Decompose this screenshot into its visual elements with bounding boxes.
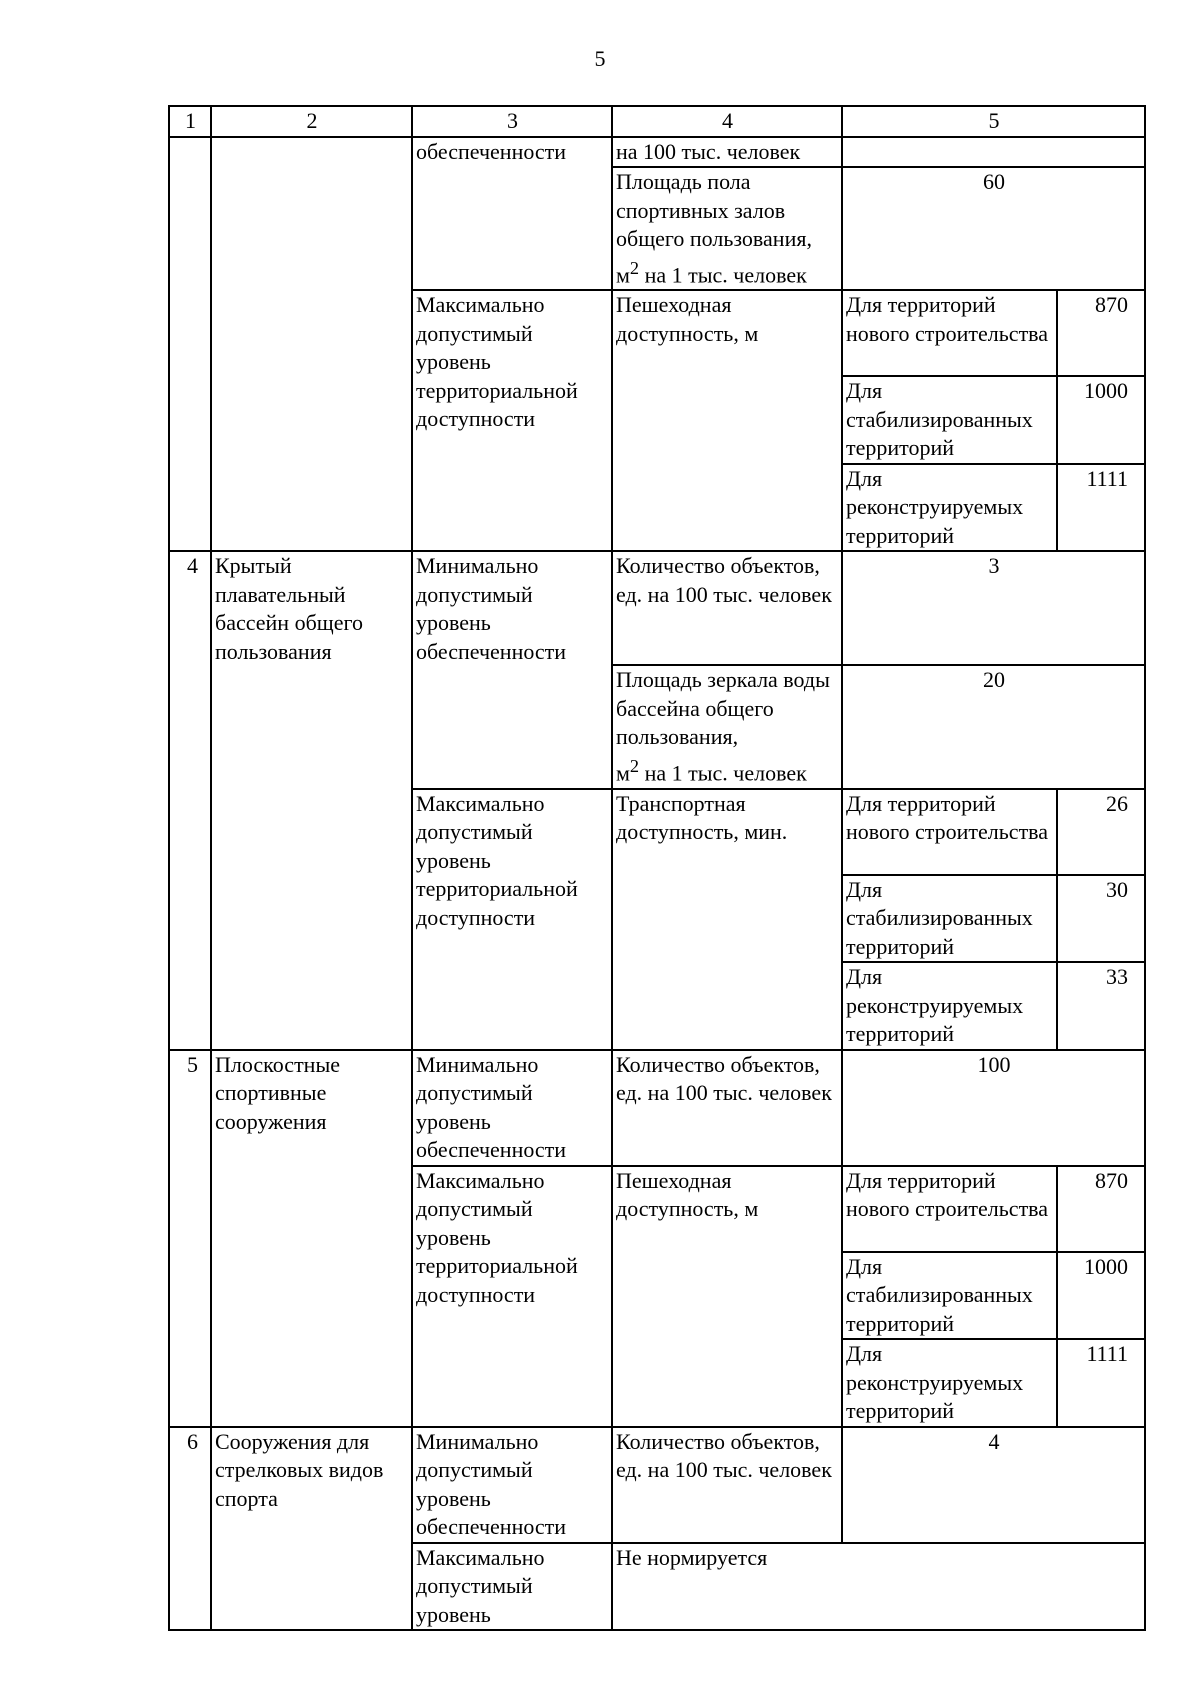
indicator-cell: на 100 тыс. человек xyxy=(612,137,842,168)
value-cell: 33 xyxy=(1057,962,1145,1050)
territory-type-cell: Для стабилизированных территорий xyxy=(842,875,1057,963)
indicator-cell: Количество объектов, ед. на 100 тыс. человек xyxy=(612,1050,842,1166)
row-number-cell: 5 xyxy=(169,1050,211,1427)
value-cell: 4 xyxy=(842,1427,1145,1543)
level-cell: Максимально допустимый уровень территориальной доступности xyxy=(412,789,612,1050)
value-cell: 100 xyxy=(842,1050,1145,1166)
page-number: 5 xyxy=(594,46,606,71)
level-cell: обеспеченности xyxy=(412,137,612,291)
unit-superscript: 2 xyxy=(629,755,640,776)
indicator-cell: Не нормируется xyxy=(612,1543,1145,1631)
territory-type-cell: Для стабилизированных территорий xyxy=(842,376,1057,464)
level-cell: Максимально допустимый уровень территориальной доступности xyxy=(412,1166,612,1427)
territory-type-cell: Для реконструируемых территорий xyxy=(842,464,1057,552)
territory-type-cell: Для стабилизированных территорий xyxy=(842,1252,1057,1340)
level-cell: Максимально допустимый уровень xyxy=(412,1543,612,1631)
header-cell: 4 xyxy=(612,106,842,137)
territory-type-cell: Для территорий нового строительства xyxy=(842,789,1057,875)
object-name-cell: Сооружения для стрелковых видов спорта xyxy=(211,1427,412,1631)
level-cell: Максимально допустимый уровень территориальной доступности xyxy=(412,290,612,551)
territory-type-cell: Для территорий нового строительства xyxy=(842,290,1057,376)
unit-text: на 1 тыс. человек xyxy=(639,261,807,287)
header-row xyxy=(169,106,1145,137)
table-row xyxy=(169,137,1145,168)
value-cell: 1000 xyxy=(1057,376,1145,464)
value-cell: 20 xyxy=(842,665,1145,788)
value-cell xyxy=(842,137,1145,168)
indicator-cell xyxy=(612,167,842,290)
object-name-cell xyxy=(211,137,412,552)
unit-text: м xyxy=(616,760,630,786)
indicator-cell: Количество объектов, ед. на 100 тыс. человек xyxy=(612,1427,842,1543)
value-cell: 870 xyxy=(1057,1166,1145,1252)
level-cell: Минимально допустимый уровень обеспеченности xyxy=(412,1427,612,1543)
indicator-text: Площадь зеркала воды бассейна общего пользования, xyxy=(616,667,830,750)
unit-superscript: 2 xyxy=(629,257,640,278)
value-cell: 26 xyxy=(1057,789,1145,875)
indicator-text: Площадь пола спортивных залов общего пользования, xyxy=(616,169,812,251)
value-cell: 3 xyxy=(842,551,1145,665)
unit-text: м xyxy=(616,261,630,287)
territory-type-cell: Для реконструируемых территорий xyxy=(842,1339,1057,1427)
norms-table xyxy=(168,105,1146,1631)
indicator-cell: Транспортная доступность, мин. xyxy=(612,789,842,1050)
value-cell: 870 xyxy=(1057,290,1145,376)
indicator-cell xyxy=(612,665,842,788)
value-cell: 1111 xyxy=(1057,1339,1145,1427)
object-name-cell: Крытый плавательный бассейн общего пользования xyxy=(211,551,412,1049)
value-cell: 60 xyxy=(842,167,1145,290)
row-number-cell: 6 xyxy=(169,1427,211,1631)
row-number-cell: 4 xyxy=(169,551,211,1049)
indicator-cell: Пешеходная доступность, м xyxy=(612,290,842,551)
value-cell: 1111 xyxy=(1057,464,1145,552)
row-number-cell xyxy=(169,137,211,552)
territory-type-cell: Для реконструируемых территорий xyxy=(842,962,1057,1050)
header-cell: 3 xyxy=(412,106,612,137)
unit-text: на 1 тыс. человек xyxy=(639,760,807,786)
object-name-cell: Плоскостные спортивные сооружения xyxy=(211,1050,412,1427)
indicator-cell: Количество объектов, ед. на 100 тыс. человек xyxy=(612,551,842,665)
level-cell: Минимально допустимый уровень обеспеченности xyxy=(412,551,612,788)
level-cell: Минимально допустимый уровень обеспеченности xyxy=(412,1050,612,1166)
value-cell: 1000 xyxy=(1057,1252,1145,1340)
indicator-cell: Пешеходная доступность, м xyxy=(612,1166,842,1427)
table-row xyxy=(169,1050,1145,1166)
table-row xyxy=(169,551,1145,665)
territory-type-cell: Для территорий нового строительства xyxy=(842,1166,1057,1252)
header-cell: 1 xyxy=(169,106,211,137)
table-row xyxy=(169,1427,1145,1543)
header-cell: 2 xyxy=(211,106,412,137)
header-cell: 5 xyxy=(842,106,1145,137)
value-cell: 30 xyxy=(1057,875,1145,963)
